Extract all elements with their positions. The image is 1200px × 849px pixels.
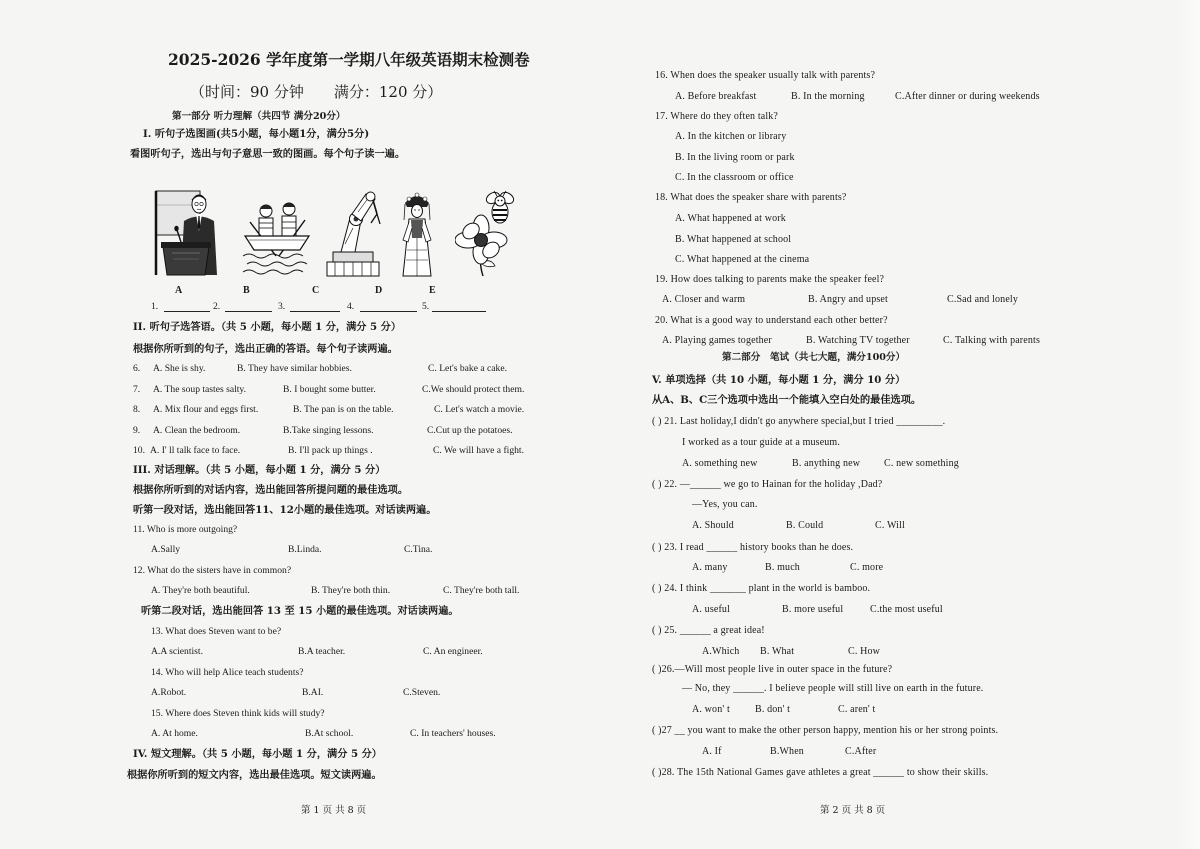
option-b: B. The pan is on the table.	[293, 404, 394, 415]
option-b: B. I'll pack up things .	[288, 445, 373, 456]
option-b: B. Watching TV together	[806, 335, 910, 346]
option-a: A. The soup tastes salty.	[153, 384, 246, 395]
option-c: C. An engineer.	[423, 646, 483, 657]
option-b: B.Take singing lessons.	[283, 425, 374, 436]
option-a: A. She is shy.	[153, 363, 206, 374]
question-18-option-a: A. What happened at work	[675, 213, 786, 224]
question-27-options	[0, 747, 1200, 760]
scan-edge	[1178, 0, 1200, 849]
question-number: 8.	[133, 404, 141, 415]
option-b: B. What	[760, 646, 795, 657]
question-25-stem: ( ) 25. ______ a great idea!	[652, 625, 765, 636]
question-20-stem: 20. What is a good way to understand each other better?	[655, 315, 888, 326]
section5-instruction: 从A、B、C三个选项中选出一个能填入空白处的最佳选项。	[652, 394, 922, 406]
question-18-option-c: C. What happened at the cinema	[675, 254, 810, 265]
question-27-stem: ( )27 __ you want to make the other person happy, mention his or her strong points.	[652, 725, 999, 736]
option-c: C.Steven.	[403, 687, 441, 698]
page-footer-2: 第 2 页 共 8 页	[820, 805, 886, 816]
section5-heading: V. 单项选择（共 10 小题，每小题 1 分，满分 10 分）	[652, 374, 906, 386]
question-22-options	[0, 521, 1200, 534]
bee-on-flower-picture	[455, 188, 517, 276]
option-a: A.A scientist.	[151, 646, 203, 657]
question-15-options	[0, 729, 1200, 742]
option-c: C.After	[845, 746, 877, 757]
peking-opera-performer-picture	[400, 190, 434, 278]
option-a: A. Mix flour and eggs first.	[153, 404, 259, 415]
question-18-stem: 18. What does the speaker share with parents?	[655, 192, 847, 203]
page-footer-1: 第 1 页 共 8 页	[301, 805, 367, 816]
part1-heading: 第一部分 听力理解（共四节 满分20分）	[172, 111, 346, 122]
question-21-continuation: I worked as a tour guide at a museum.	[682, 437, 841, 448]
option-a: A. If	[702, 746, 722, 757]
answer-blank-5[interactable]	[432, 311, 486, 312]
exam-title: 2025-2026 学年度第一学期八年级英语期末检测卷	[168, 50, 530, 69]
option-a: A. Should	[692, 520, 734, 531]
option-a: A.Sally	[151, 544, 181, 555]
option-b: B. Could	[786, 520, 824, 531]
option-c: C.Tina.	[404, 544, 433, 555]
blank-number-5: 5.	[422, 301, 430, 312]
question-26-stem: ( )26.—Will most people live in outer space in the future?	[652, 664, 893, 675]
answer-blank-4[interactable]	[360, 311, 417, 312]
question-23-options	[0, 563, 1200, 576]
option-a: A. won' t	[692, 704, 730, 715]
answer-blank-1[interactable]	[164, 311, 210, 312]
question-18-option-b: B. What happened at school	[675, 234, 792, 245]
section1-instruction: 看图听句子，选出与句子意思一致的图画。每个句子读一遍。	[130, 148, 406, 160]
blank-number-3: 3.	[278, 301, 286, 312]
option-a: A.Which	[702, 646, 740, 657]
option-a: A. many	[692, 562, 728, 573]
question-22-reply: —Yes, you can.	[692, 499, 758, 510]
option-c: C. aren' t	[838, 704, 876, 715]
question-13-stem: 13. What does Steven want to be?	[151, 626, 282, 637]
answer-blank-3[interactable]	[290, 311, 340, 312]
option-b: B. They're both thin.	[311, 585, 391, 596]
option-b: B. anything new	[792, 458, 861, 469]
speaker-at-podium-picture	[153, 185, 219, 277]
question-22-stem: ( ) 22. —______ we go to Hainan for the holiday ,Dad?	[652, 479, 883, 490]
question-28-stem: ( )28. The 15th National Games gave athletes a great ______ to show their skills.	[652, 767, 989, 778]
question-17-option-b: B. In the living room or park	[675, 152, 795, 163]
answer-blank-2[interactable]	[225, 311, 272, 312]
question-11-stem: 11. Who is more outgoing?	[133, 524, 238, 535]
question-15-stem: 15. Where does Steven think kids will study?	[151, 708, 325, 719]
option-c: C.the most useful	[870, 604, 943, 615]
option-b: B.Linda.	[288, 544, 322, 555]
question-14-options	[0, 688, 1200, 701]
question-12-stem: 12. What do the sisters have in common?	[133, 565, 292, 576]
dialog1-instruction: 听第一段对话，选出能回答11、12小题的最佳选项。对话读两遍。	[133, 504, 437, 516]
section4-heading: IV. 短文理解。（共 5 小题，每小题 1 分，满分 5 分）	[133, 748, 382, 760]
option-c: C. We will have a fight.	[433, 445, 524, 456]
question-24-options	[0, 605, 1200, 618]
question-11-options	[0, 542, 1200, 558]
children-rowing-boat-picture	[242, 194, 312, 276]
option-b: B.A teacher.	[298, 646, 346, 657]
question-7	[0, 385, 1200, 398]
question-17-stem: 17. Where do they often talk?	[655, 111, 779, 122]
picture-label-b: B	[243, 285, 250, 296]
option-b: B. Angry and upset	[808, 294, 888, 305]
option-c: C.We should protect them.	[422, 384, 525, 395]
section1-heading: I. 听句子选图画(共5小题，每小题1分，满分5分)	[143, 128, 370, 140]
question-19-stem: 19. How does talking to parents make the speaker feel?	[655, 274, 885, 285]
option-b: B. They have similar hobbies.	[237, 363, 352, 374]
picture-label-c: C	[312, 285, 320, 296]
option-b: B. don' t	[755, 704, 791, 715]
option-a: A. At home.	[151, 728, 198, 739]
question-6	[0, 364, 1200, 377]
question-25-options	[0, 647, 1200, 660]
option-a: A. I' ll talk face to face.	[150, 445, 241, 456]
option-c: C. Will	[875, 520, 905, 531]
picture-label-a: A	[175, 285, 183, 296]
option-a: A. something new	[682, 458, 758, 469]
option-b: B.When	[770, 746, 804, 757]
option-a: A. Clean the bedroom.	[153, 425, 241, 436]
question-9	[0, 426, 1200, 439]
question-12-options	[0, 583, 1200, 599]
option-c: C.Sad and lonely	[947, 294, 1019, 305]
option-a: A. Closer and warm	[662, 294, 746, 305]
option-c: C. How	[848, 646, 881, 657]
question-17-option-a: A. In the kitchen or library	[675, 131, 787, 142]
blank-number-4: 4.	[347, 301, 355, 312]
option-c: C. new something	[884, 458, 959, 469]
option-b: B. much	[765, 562, 800, 573]
question-number: 9.	[133, 425, 141, 436]
option-c: C. In teachers' houses.	[410, 728, 496, 739]
question-10	[0, 446, 1200, 459]
question-26-reply: — No, they ______. I believe people will still live on earth in the future.	[682, 683, 984, 694]
question-number: 7.	[133, 384, 141, 395]
section4-instruction: 根据你所听到的短文内容，选出最佳选项。短文读两遍。	[127, 769, 382, 781]
blank-number-2: 2.	[213, 301, 221, 312]
option-b: B. more useful	[782, 604, 844, 615]
option-c: C. Talking with parents	[943, 335, 1040, 346]
question-14-stem: 14. Who will help Alice teach students?	[151, 667, 304, 678]
option-a: A.Robot.	[151, 687, 187, 698]
option-a: A. They're both beautiful.	[151, 585, 250, 596]
question-26-options	[0, 705, 1200, 718]
question-21-stem: ( ) 21. Last holiday,I didn't go anywhere special,but I tried _________.	[652, 416, 946, 427]
section3-heading: III. 对话理解。（共 5 小题，每小题 1 分，满分 5 分）	[133, 464, 386, 476]
question-19-options	[0, 295, 1200, 308]
question-24-stem: ( ) 24. I think _______ plant in the world is bamboo.	[652, 583, 871, 594]
question-20-options	[0, 336, 1200, 349]
question-number: 6.	[133, 363, 141, 374]
option-c: C. They're both tall.	[443, 585, 520, 596]
question-16-options	[0, 92, 1200, 105]
option-c: C. more	[850, 562, 884, 573]
option-c: C.After dinner or during weekends	[895, 91, 1040, 102]
picture-label-e: E	[429, 285, 436, 296]
question-8	[0, 405, 1200, 418]
option-c: C.Cut up the potatoes.	[427, 425, 513, 436]
picture-label-d: D	[375, 285, 383, 296]
question-16-stem: 16. When does the speaker usually talk with parents?	[655, 70, 876, 81]
question-number: 10.	[133, 445, 145, 456]
option-a: A. Before breakfast	[675, 91, 757, 102]
part2-heading: 第二部分 笔试（共七大题，满分100分）	[722, 352, 906, 363]
option-a: A. Playing games together	[662, 335, 772, 346]
exam-time-and-score: （时间：90 分钟 满分：120 分）	[190, 83, 443, 101]
section2-instruction: 根据你所听到的句子，选出正确的答语。每个句子读两遍。	[133, 343, 398, 355]
dialog2-instruction: 听第二段对话，选出能回答 13 至 15 小题的最佳选项。对话读两遍。	[141, 605, 459, 617]
option-b: B.At school.	[305, 728, 354, 739]
question-17-option-c: C. In the classroom or office	[675, 172, 794, 183]
option-b: B. I bought some butter.	[283, 384, 376, 395]
option-c: C. Let's bake a cake.	[428, 363, 507, 374]
section3-instruction: 根据你所听到的对话内容，选出能回答所提问题的最佳选项。	[133, 484, 409, 496]
option-b: B. In the morning	[791, 91, 865, 102]
robot-arm-picture	[325, 188, 381, 278]
blank-number-1: 1.	[151, 301, 159, 312]
option-b: B.AI.	[302, 687, 324, 698]
option-c: C. Let's watch a movie.	[434, 404, 525, 415]
question-21-options	[0, 459, 1200, 472]
option-a: A. useful	[692, 604, 731, 615]
section2-heading: II. 听句子选答语。（共 5 小题，每小题 1 分，满分 5 分）	[133, 321, 402, 333]
question-23-stem: ( ) 23. I read ______ history books than he does.	[652, 542, 854, 553]
